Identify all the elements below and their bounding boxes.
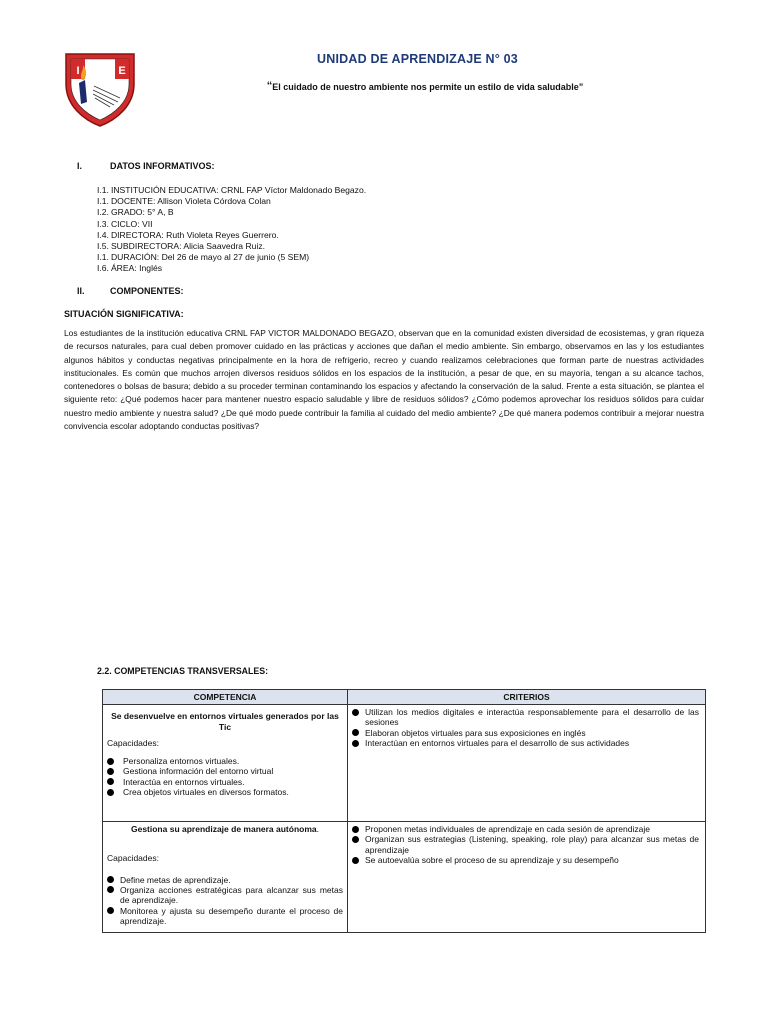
- capacidades-label: Capacidades:: [107, 738, 159, 748]
- competencia-cell: [103, 705, 348, 822]
- info-item: I.6. ÁREA: Inglés: [97, 263, 163, 274]
- list-item: Proponen metas individuales de aprendizaje en cada sesión de aprendizaje: [348, 824, 699, 834]
- info-item: I.3. CICLO: VII: [97, 218, 153, 229]
- section-number: I.: [77, 161, 83, 171]
- situation-paragraph: Los estudiantes de la institución educativa CRNL FAP VICTOR MALDONADO BEGAZO, observan que en la comunidad existen diversidad de ecosistemas, y gran riqueza de recursos naturales, para cual deben promover cuidado en las prácticas y acciones que dañan el medio ambiente. Sin embargo, observamos en las y los estudiantes algunos hábitos y conductas negativas principalmente en la hora de refrigerio, recreo y cuando realizamos celebraciones que forman parte de nuestras actividades institucionales. Es común que muchos arrojen diversos residuos sólidos en los espacios de la institución, a pesar de que, en su mayoría, tengan a su alcance tachos, contenedores o bolsas de basura; debido a su proceder terminan contaminando los espacios y afectando la conservación de la salud. Frente a esta situación, se plantea el siguiente reto: ¿Qué podemos hacer para mantener nuestro espacio saludable y libre de residuos sólidos? ¿Cómo podemos aprovechar los residuos sólidos para cuidar nuestro medio ambiente y nuestra salud? ¿De qué modo puede contribuir la familia al cuidado del medio ambiente? ¿De qué manera podemos contribuir a mejorar nuestra convivencia escolar adoptando conductas positivas?: [64, 328, 704, 432]
- table-header-row: [103, 690, 706, 705]
- section-title: COMPONENTES:: [110, 286, 184, 296]
- info-item: I.4. DIRECTORA: Ruth Violeta Reyes Guerrero.: [97, 229, 279, 240]
- situation-title: SITUACIÓN SIGNIFICATIVA:: [64, 309, 184, 319]
- subtitle-text: El cuidado de nuestro ambiente nos permite un estilo de vida saludable: [272, 82, 579, 92]
- list-item: Se autoevalúa sobre el proceso de su aprendizaje y su desempeño: [348, 855, 699, 865]
- list-item: Elaboran objetos virtuales para sus exposiciones en inglés: [348, 728, 699, 738]
- list-item: Personaliza entornos virtuales.: [103, 756, 347, 766]
- transversal-title: 2.2. COMPETENCIAS TRANSVERSALES:: [97, 666, 269, 676]
- list-item: Interactúan en entornos virtuales para el desarrollo de sus actividades: [348, 738, 699, 748]
- info-item: I.1. DOCENTE: Allison Violeta Córdova Colan: [97, 196, 271, 207]
- list-item: Interactúa en entornos virtuales.: [103, 777, 347, 787]
- info-item: I.2. GRADO: 5° A, B: [97, 207, 174, 218]
- section-heading-componentes: [77, 286, 184, 296]
- criterios-cell: [348, 822, 706, 933]
- crest-letter-e: E: [118, 65, 126, 77]
- table-row: [103, 705, 706, 822]
- criterios-cell: [348, 705, 706, 822]
- list-item: Monitorea y ajusta su desempeño durante el proceso de aprendizaje.: [103, 906, 343, 927]
- open-quote: “: [266, 80, 273, 92]
- section-number: II.: [77, 286, 85, 296]
- section-heading-datos: [77, 161, 215, 171]
- competencies-table: [102, 689, 706, 933]
- criterios-list: [348, 824, 705, 866]
- info-item: I.5. SUBDIRECTORA: Alicia Saavedra Ruiz.: [97, 241, 266, 252]
- criterios-list: [348, 707, 705, 749]
- list-item: Gestiona información del entorno virtual: [103, 766, 347, 776]
- list-item: Organizan sus estrategias (Listening, speaking, role play) para alcanzar sus metas de aprendizaje: [348, 834, 699, 855]
- info-item: I.1. INSTITUCIÓN EDUCATIVA: CRNL FAP Víctor Maldonado Begazo.: [97, 185, 367, 195]
- document-title: UNIDAD DE APRENDIZAJE N° 03: [317, 52, 518, 66]
- table-row: [103, 822, 706, 933]
- column-header-criterios: CRITERIOS: [348, 690, 706, 705]
- info-item: I.1. DURACIÓN: Del 26 de mayo al 27 de junio (5 SEM): [97, 252, 310, 263]
- competencia-name: Se desenvuelve en entornos virtuales generados por las Tic: [111, 711, 339, 732]
- capacidades-label: Capacidades:: [107, 852, 159, 863]
- list-item: Utilizan los medios digitales e interactúa responsablemente para el desarrollo de las sesiones: [348, 707, 699, 728]
- list-item: Crea objetos virtuales en diversos formatos.: [103, 787, 347, 797]
- competencia-cell: [103, 822, 348, 933]
- capacidades-list: [103, 756, 347, 798]
- section-title: DATOS INFORMATIVOS:: [110, 161, 215, 171]
- competencia-name: Gestiona su aprendizaje de manera autónoma.: [130, 824, 319, 834]
- document-subtitle: [240, 82, 610, 92]
- column-header-competencia: COMPETENCIA: [103, 690, 348, 705]
- capacidades-list: [103, 875, 347, 927]
- crest-letter-i: I: [76, 65, 80, 77]
- school-crest-logo: [60, 50, 140, 128]
- list-item: Define metas de aprendizaje.: [103, 875, 343, 885]
- list-item: Organiza acciones estratégicas para alcanzar sus metas de aprendizaje.: [103, 885, 343, 906]
- close-quote: ”: [578, 82, 584, 92]
- info-list: [97, 185, 366, 275]
